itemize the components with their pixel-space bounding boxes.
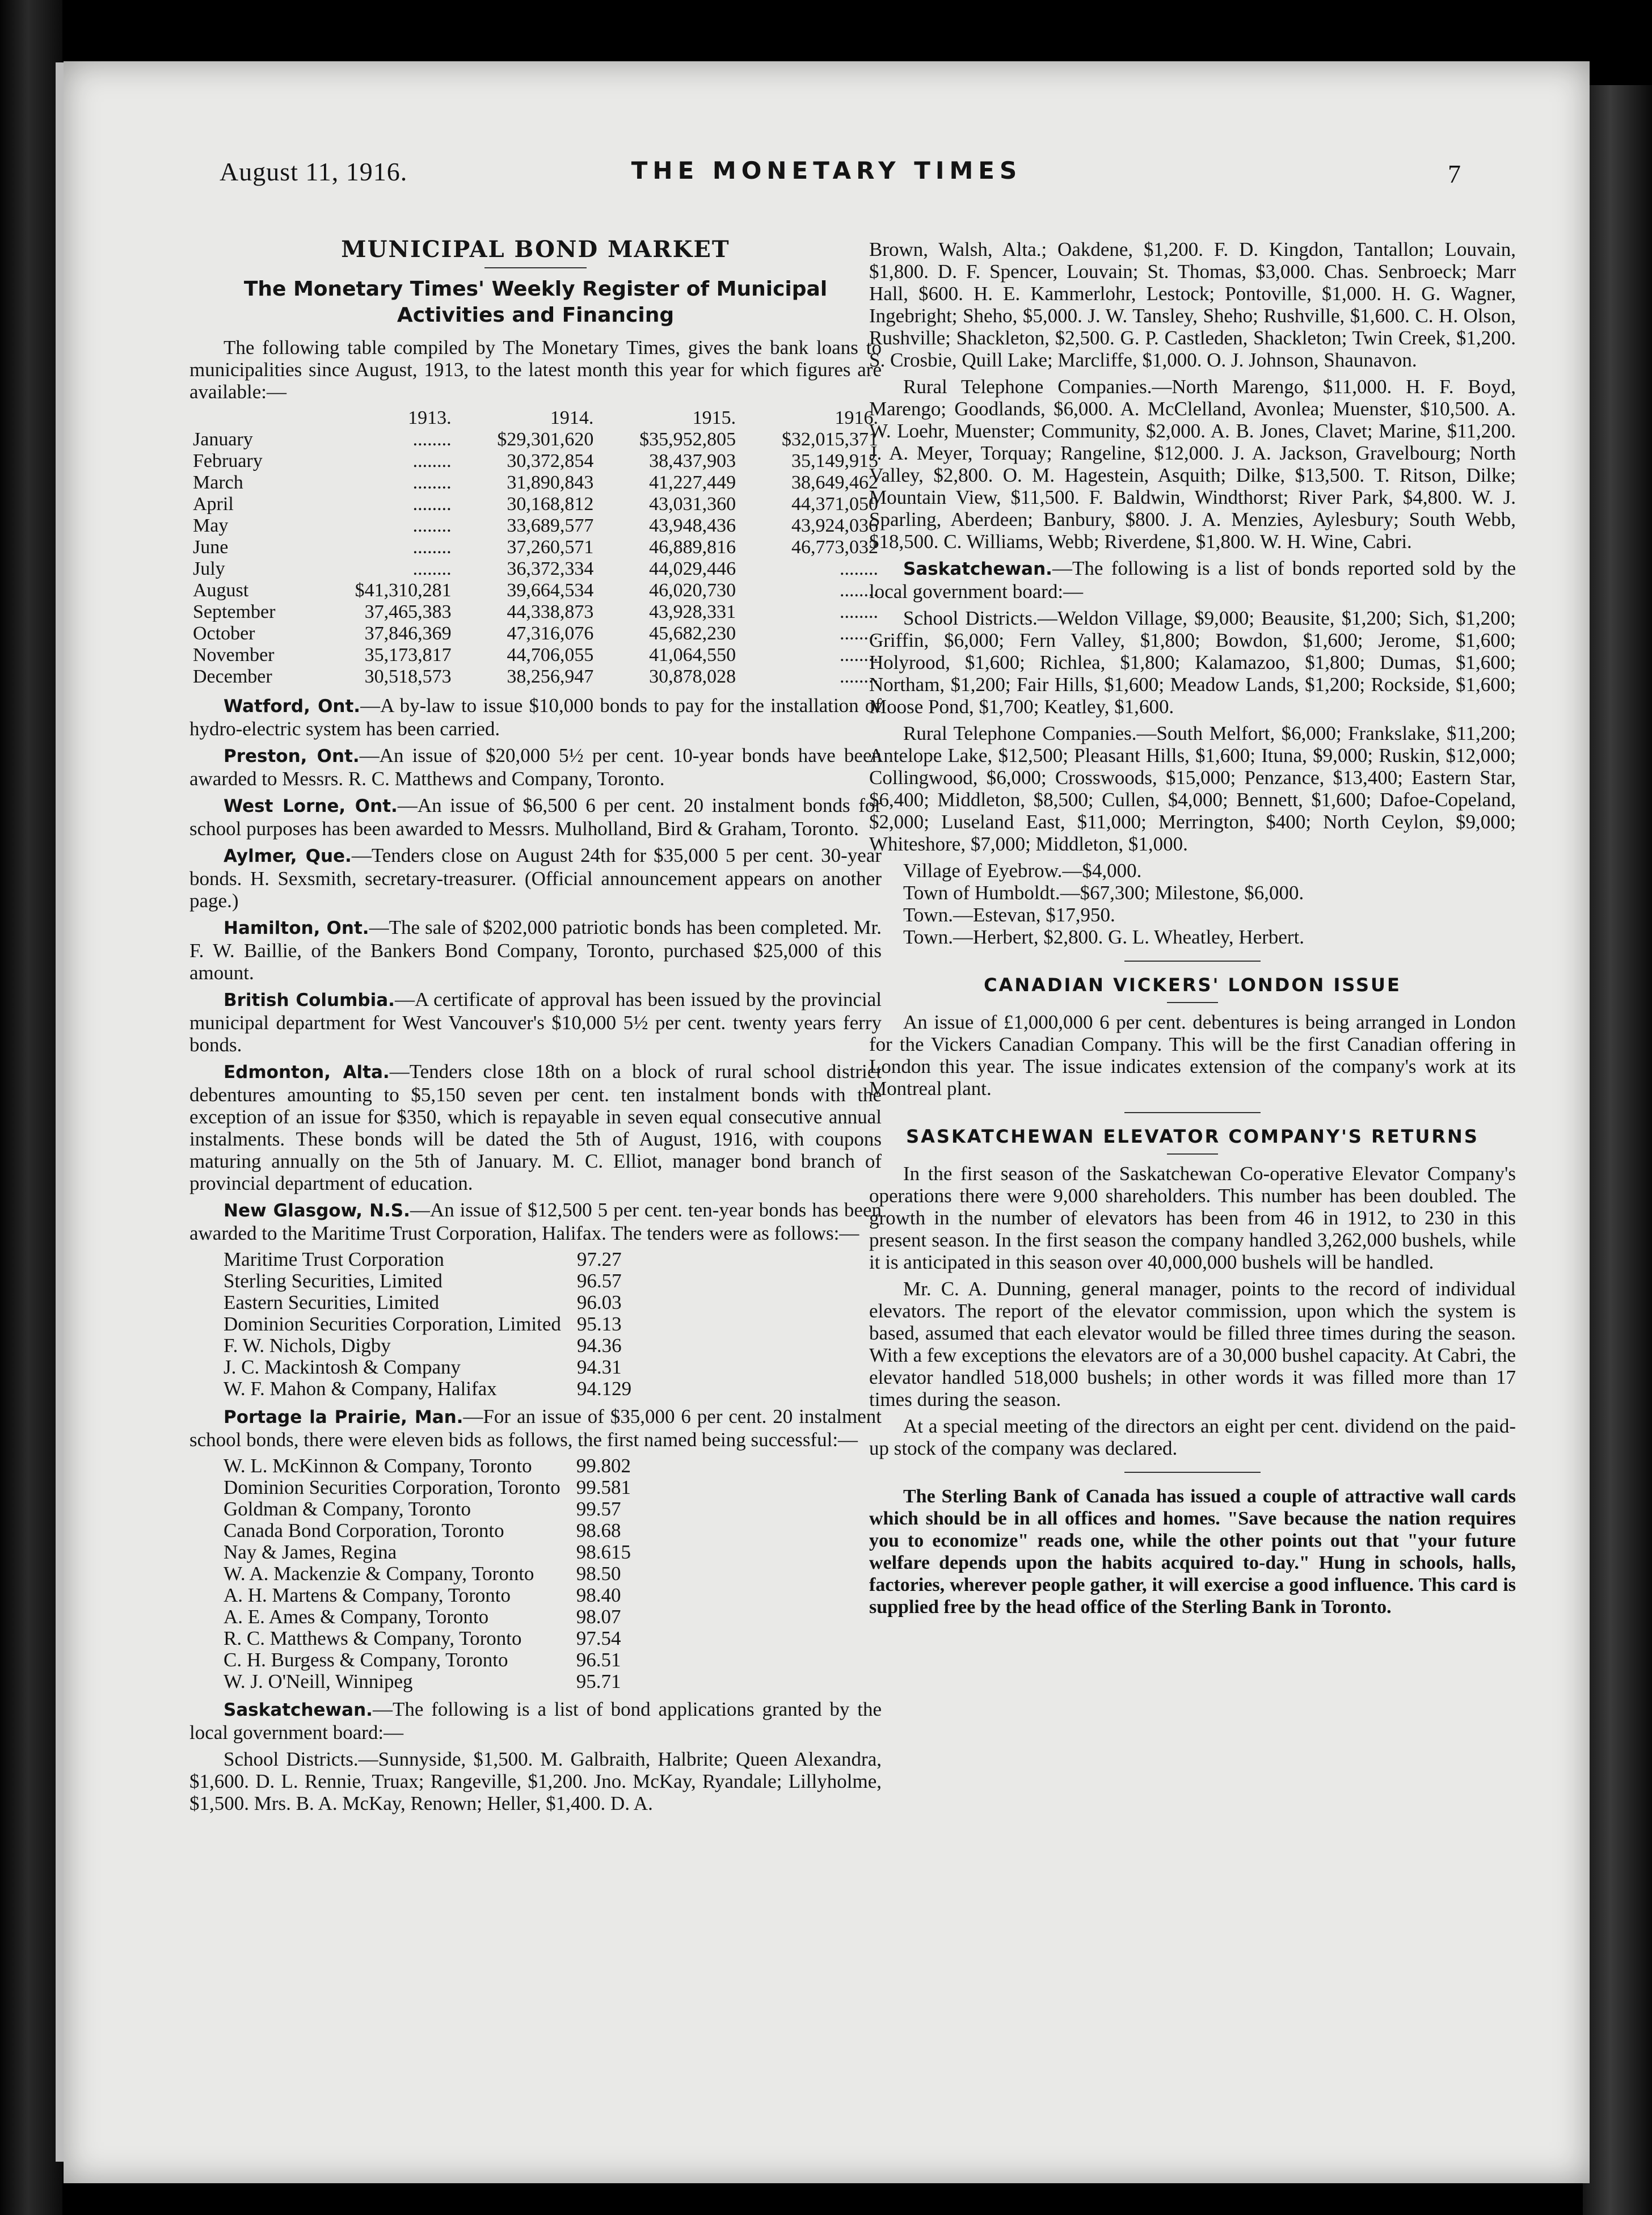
bid-value: 94.31	[576, 1356, 622, 1378]
place-name: Hamilton, Ont.	[224, 918, 369, 938]
right-column	[869, 238, 1516, 1623]
value-cell: $35,952,805	[639, 429, 736, 450]
bidder-name: F. W. Nichols, Digby	[224, 1334, 391, 1357]
value-cell: 37,846,369	[364, 623, 452, 644]
table-header-blank	[189, 407, 313, 429]
list-item	[224, 1542, 631, 1563]
vickers-paragraph: An issue of £1,000,000 6 per cent. debentures is being arranged in London for the Vickers Canadian Company. This will be the first Canadian offering in London this year. The issue indicates extension of the company's work at its Montreal plant.	[869, 1011, 1516, 1100]
page-header	[64, 157, 1590, 196]
town-line: Town.—Herbert, $2,800. G. L. Wheatley, Herbert.	[903, 926, 1305, 948]
table-row	[189, 515, 882, 537]
list-item	[224, 1249, 631, 1270]
value-cell: 41,064,550	[649, 645, 736, 666]
place-name: West Lorne, Ont.	[224, 796, 398, 816]
list-item	[224, 1477, 631, 1498]
value-cell: 46,889,816	[649, 537, 736, 558]
bidder-name: Maritime Trust Corporation	[224, 1248, 444, 1270]
value-cell: 30,372,854	[507, 450, 594, 471]
value-cell: $29,301,620	[497, 429, 594, 450]
value-cell: 30,878,028	[649, 666, 736, 687]
sterling-bank-paragraph: The Sterling Bank of Canada has issued a couple of attractive wall cards which should be in all offices and homes. "Save because the nation requires you to economize" reads one, while the other points out that "your future welfare depends upon the habits acquired to-day." Hung in schools, halls, factories, wherever people gather, it will exercise a good influence. This card is supplied free by the head office of the Sterling Bank in Toronto.	[869, 1486, 1516, 1618]
month-cell: August	[193, 580, 249, 601]
bidder-name: W. F. Mahon & Company, Halifax	[224, 1378, 497, 1400]
rural-telephone-paragraph: Rural Telephone Companies.—South Melfort, $6,000; Frankslake, $11,200; Antelope Lake, $12,500; Pleasant Hills, $1,600; Ituna, $9,000; Ruskin, $12,000; Collingwood, $6,000; Crosswoods, $15,000; Penzance, $13,400; Eastern Star, $6,400; Middleton, $8,500; Cullen, $4,000; Bennett, $1,600; Dafoe-Copeland, $2,000; Luseland East, $11,000; Merrington, $400; North Ceylon, $9,000; Whiteshore, $7,000; Middleton, $1,000.	[869, 722, 1516, 855]
item-text: —An issue of $20,000 5½ per cent. 10-year bonds have been awarded to Messrs. R. C. Matthews and Company, Toronto.	[189, 744, 882, 790]
item-text: —The sale of $202,000 patriotic bonds has been completed. Mr. F. W. Baillie, of the Bankers Bond Company, Toronto, purchased $25,000 of this amount.	[189, 916, 882, 984]
value-cell: $41,310,281	[355, 580, 452, 601]
item-text: —Tenders close 18th on a block of rural school district debentures amounting to $5,150 seven per cent. ten instalment bonds with the exception of an issue for $350, which is repayable in seven equal consecutive annual instalments. These bonds will be dated the 5th of August, 1916, with coupons maturing annually on the 5th of January. M. C. Elliot, manager bond branch of provincial department of education.	[189, 1060, 882, 1194]
value-cell: 41,227,449	[649, 472, 736, 493]
place-name: Edmonton, Alta.	[224, 1062, 390, 1083]
value-cell: ........	[840, 666, 878, 687]
value-cell: 38,649,462	[791, 472, 878, 493]
table-row	[189, 558, 882, 580]
page-edge	[56, 62, 64, 2162]
bid-value: 98.07	[576, 1606, 621, 1628]
value-cell: 47,316,076	[507, 623, 594, 644]
month-cell: November	[193, 645, 275, 666]
left-column	[189, 238, 882, 1819]
value-cell: 43,928,331	[649, 601, 736, 622]
news-item	[189, 1405, 882, 1451]
bid-value: 94.129	[576, 1378, 632, 1400]
value-cell: 44,371,050	[791, 494, 878, 515]
value-cell: 35,173,817	[364, 645, 452, 666]
value-cell: 38,256,947	[507, 666, 594, 687]
list-item	[224, 1563, 631, 1585]
list-item	[224, 1606, 631, 1628]
table-row	[189, 645, 882, 666]
list-item	[224, 1628, 631, 1649]
value-cell: 45,682,230	[649, 623, 736, 644]
bid-value: 96.03	[576, 1291, 622, 1313]
bidder-name: Dominion Securities Corporation, Limited	[224, 1313, 561, 1335]
value-cell: 43,924,036	[791, 515, 878, 536]
table-row	[189, 450, 882, 472]
month-cell: September	[193, 601, 276, 622]
header-title: THE MONETARY TIMES	[631, 157, 1022, 184]
bid-value: 94.36	[576, 1334, 622, 1357]
elevator-paragraph: Mr. C. A. Dunning, general manager, points to the record of individual elevators. The report of the elevator commission, upon which the system is based, assumed that each elevator would be filled three times during the season. With a few exceptions the elevators are of a 30,000 bushel capacity. At Cabri, the elevator handled 518,000 bushels; in other words it was filled more than 17 times during the season.	[869, 1278, 1516, 1410]
item-text: —A by-law to issue $10,000 bonds to pay for the installation of hydro-electric system has been carried.	[189, 694, 882, 740]
month-cell: May	[193, 515, 229, 536]
elevator-heading: SASKATCHEWAN ELEVATOR COMPANY'S RETURNS	[906, 1126, 1479, 1147]
table-header-cell: 1916.	[835, 407, 878, 428]
bid-value: 98.615	[576, 1541, 631, 1563]
list-item	[224, 1455, 631, 1477]
value-cell: ........	[840, 558, 878, 579]
bid-value: 95.71	[576, 1670, 621, 1692]
value-cell: ........	[412, 558, 452, 579]
bid-value: 95.13	[576, 1313, 622, 1335]
value-cell: 44,338,873	[507, 601, 594, 622]
value-cell: 30,518,573	[364, 666, 452, 687]
bidder-name: Nay & James, Regina	[224, 1541, 397, 1563]
news-item	[189, 744, 882, 790]
section-divider	[1124, 1472, 1261, 1473]
bidder-name: Goldman & Company, Toronto	[224, 1498, 471, 1520]
bidder-name: W. A. Mackenzie & Company, Toronto	[224, 1563, 534, 1585]
news-item	[189, 1698, 882, 1744]
intro-paragraph: The following table compiled by The Monetary Times, gives the bank loans to municipalities since August, 1913, to the latest month this year for which figures are available:—	[189, 336, 882, 403]
table-row	[189, 623, 882, 645]
value-cell: 36,372,334	[507, 558, 594, 579]
value-cell: 46,773,032	[791, 537, 878, 558]
table-row	[189, 601, 882, 623]
bid-list	[224, 1455, 631, 1692]
town-line: Village of Eyebrow.—$4,000.	[903, 860, 1142, 882]
list-item	[224, 1585, 631, 1606]
bidder-name: Canada Bond Corporation, Toronto	[224, 1519, 504, 1542]
place-name: British Columbia.	[224, 990, 395, 1010]
list-item	[224, 1649, 631, 1671]
value-cell: $32,015,371	[782, 429, 878, 450]
town-line: Town.—Estevan, $17,950.	[903, 904, 1115, 926]
place-name: Saskatchewan.	[224, 1700, 373, 1720]
bidder-name: W. J. O'Neill, Winnipeg	[224, 1670, 413, 1692]
news-item	[189, 916, 882, 984]
bid-value: 96.57	[576, 1270, 622, 1292]
item-text: —Tenders close on August 24th for $35,000 5 per cent. 30-year bonds. H. Sexsmith, secretary-treasurer. (Official announcement appears on another page.)	[189, 844, 882, 912]
place-name: Watford, Ont.	[224, 696, 361, 717]
divider	[1167, 1153, 1218, 1155]
bidder-name: Sterling Securities, Limited	[224, 1270, 442, 1292]
month-cell: January	[193, 429, 253, 450]
bid-value: 97.27	[576, 1248, 622, 1270]
school-districts-paragraph: School Districts.—Weldon Village, $9,000; Beausite, $1,200; Sich, $1,200; Griffin, $6,000; Fern Valley, $1,800; Bowdon, $1,600; Jerome, $1,600; Holyrood, $1,600; Richlea, $1,800; Kalamazoo, $1,800; Dumas, $1,600; Northam, $1,200; Fair Hills, $1,600; Meadow Lands, $1,200; Rockside, $1,600; Moose Pond, $1,700; Keatley, $1,600.	[869, 607, 1516, 718]
book-spine	[0, 0, 62, 2215]
newspaper-page	[64, 61, 1590, 2183]
list-item	[224, 1671, 631, 1692]
place-name: New Glasgow, N.S.	[224, 1201, 410, 1221]
list-item	[224, 1520, 631, 1542]
table-row	[189, 494, 882, 515]
bidder-name: A. E. Ames & Company, Toronto	[224, 1606, 489, 1628]
list-item	[224, 1335, 631, 1357]
value-cell: ........	[840, 623, 878, 644]
value-cell: 37,465,383	[364, 601, 452, 622]
list-item	[224, 1313, 631, 1335]
town-line: Town of Humboldt.—$67,300; Milestone, $6,000.	[903, 882, 1304, 904]
month-cell: February	[193, 450, 263, 471]
table-row	[189, 666, 882, 688]
continued-paragraph: Brown, Walsh, Alta.; Oakdene, $1,200. F. D. Kingdon, Tantallon; Louvain, $1,800. D. F. Spencer, Louvain; St. Thomas, $3,000. Chas. Senbroeck; Marr Hall, $600. H. E. Kammerlohr, Lestock; Pontoville, $1,000. H. G. Wagner, Ingebright; Sheho, $5,000. J. W. Tansley, Sheho; Rushville, $1,600. C. H. Olson, Rushville; Shackleton, $2,500. G. P. Castleden, Shackleton; Twin Creek, $1,200. S. Crosbie, Quill Lake; Marcliffe, $1,000. O. J. Johnson, Shaunavon.	[869, 238, 1516, 371]
tender-list	[224, 1249, 631, 1400]
value-cell: 30,168,812	[507, 494, 594, 515]
value-cell: 44,706,055	[507, 645, 594, 666]
list-item	[224, 1378, 631, 1400]
table-header-row	[189, 407, 882, 429]
value-cell: 44,029,446	[649, 558, 736, 579]
month-cell: March	[193, 472, 243, 493]
news-item	[189, 794, 882, 840]
bid-value: 98.68	[576, 1519, 621, 1542]
article-title: MUNICIPAL BOND MARKET	[341, 236, 730, 263]
item-text: —For an issue of $35,000 6 per cent. 20 instalment school bonds, there were eleven bids as follows, the first named being successful:—	[189, 1405, 882, 1451]
value-cell: ........	[412, 429, 452, 450]
value-cell: ........	[840, 601, 878, 622]
place-name: Saskatchewan.	[903, 559, 1052, 579]
value-cell: 43,031,360	[649, 494, 736, 515]
section-divider	[1124, 1112, 1261, 1113]
news-item	[189, 988, 882, 1056]
news-item	[189, 844, 882, 912]
bid-value: 96.51	[576, 1649, 621, 1671]
place-name: Preston, Ont.	[224, 746, 360, 767]
section-divider	[1124, 961, 1261, 962]
table-row	[189, 537, 882, 558]
item-text: —An issue of $12,500 5 per cent. ten-year bonds has been awarded to the Maritime Trust Corporation, Halifax. The tenders were as follows:—	[189, 1199, 882, 1244]
item-text: —A certificate of approval has been issued by the provincial municipal department for West Vancouver's $10,000 5½ per cent. twenty years ferry bonds.	[189, 988, 882, 1056]
value-cell: 43,948,436	[649, 515, 736, 536]
value-cell: 35,149,915	[791, 450, 878, 471]
right-page-edge	[1583, 85, 1652, 2215]
bid-value: 99.802	[576, 1455, 631, 1477]
bidder-name: C. H. Burgess & Company, Toronto	[224, 1649, 508, 1671]
month-cell: October	[193, 623, 255, 644]
item-text: —The following is a list of bonds reported sold by the local government board:—	[869, 557, 1516, 603]
divider	[484, 267, 587, 268]
bid-value: 99.57	[576, 1498, 621, 1520]
value-cell: 38,437,903	[649, 450, 736, 471]
month-cell: July	[193, 558, 225, 579]
value-cell: ........	[412, 515, 452, 536]
value-cell: 33,689,577	[507, 515, 594, 536]
list-item	[224, 1292, 631, 1313]
bidder-name: Dominion Securities Corporation, Toronto	[224, 1476, 560, 1498]
rural-telephone-paragraph: Rural Telephone Companies.—North Marengo, $11,000. H. F. Boyd, Marengo; Goodlands, $6,000. A. McClelland, Avonlea; Muenster, $10,500. A. W. Loehr, Muenster; Community, $2,000. A. B. Jones, Clavet; Marine, $11,200. J. A. Meyer, Torquay; Rangeline, $12,000. J. A. Jackson, Gravelbourg; North Valley, $2,800. O. M. Hagestein, Asquith; Dilke, $13,500. T. Ritson, Dilke; Mountain View, $11,500. F. Baldwin, Windthorst; River Park, $4,800. W. J. Sparling, Aberdeen; Banbury, $800. J. A. Menzies, Aylesbury; South Webb, $18,500. C. Williams, Webb; Riverdene, $1,800. W. H. Wine, Cabri.	[869, 376, 1516, 553]
news-item	[189, 1199, 882, 1244]
table-header-cell: 1914.	[550, 407, 594, 428]
value-cell: ........	[840, 580, 878, 601]
bidder-name: R. C. Matthews & Company, Toronto	[224, 1627, 522, 1649]
place-name: Aylmer, Que.	[224, 846, 352, 866]
table-row	[189, 429, 882, 450]
value-cell: 46,020,730	[649, 580, 736, 601]
bid-value: 98.50	[576, 1563, 621, 1585]
value-cell: 37,260,571	[507, 537, 594, 558]
vickers-heading: CANADIAN VICKERS' LONDON ISSUE	[984, 974, 1401, 996]
value-cell: 31,890,843	[507, 472, 594, 493]
elevator-paragraph: At a special meeting of the directors an eight per cent. dividend on the paid-up stock of the company was declared.	[869, 1415, 1516, 1459]
table-header-cell: 1915.	[692, 407, 736, 428]
value-cell: 39,664,534	[507, 580, 594, 601]
value-cell: ........	[412, 450, 452, 471]
news-item	[869, 557, 1516, 603]
value-cell: ........	[840, 645, 878, 666]
value-cell: ........	[412, 494, 452, 515]
table-row	[189, 472, 882, 494]
school-districts-paragraph: School Districts.—Sunnyside, $1,500. M. Galbraith, Halbrite; Queen Alexandra, $1,600. D. L. Rennie, Truax; Rangeville, $1,200. Jno. McKay, Ryandale; Lillyholme, $1,500. Mrs. B. A. McKay, Renown; Heller, $1,400. D. A.	[189, 1748, 882, 1814]
bidder-name: W. L. McKinnon & Company, Toronto	[224, 1455, 532, 1477]
bidder-name: J. C. Mackintosh & Company	[224, 1356, 461, 1378]
bid-value: 99.581	[576, 1476, 631, 1498]
month-cell: April	[193, 494, 234, 515]
news-item	[189, 694, 882, 740]
month-cell: December	[193, 666, 272, 687]
page-number: 7	[1448, 159, 1461, 188]
month-cell: June	[193, 537, 229, 558]
bidder-name: A. H. Martens & Company, Toronto	[224, 1584, 511, 1606]
bidder-name: Eastern Securities, Limited	[224, 1291, 440, 1313]
elevator-paragraph: In the first season of the Saskatchewan Co-operative Elevator Company's operations there were 9,000 shareholders. This number has been doubled. The growth in the number of elevators has been from 46 in 1912, to 230 in this present season. In the first season the company handled 3,262,000 bushels, while it is anticipated in this season over 40,000,000 bushels will be handled.	[869, 1163, 1516, 1273]
bank-loans-table	[189, 407, 882, 688]
item-text: —An issue of $6,500 6 per cent. 20 instalment bonds for school purposes has been awarded to Messrs. Mulholland, Bird & Graham, Toronto.	[189, 794, 882, 840]
divider	[1167, 1002, 1218, 1003]
header-date: August 11, 1916.	[220, 157, 408, 186]
list-item	[224, 1270, 631, 1292]
place-name: Portage la Prairie, Man.	[224, 1407, 463, 1427]
value-cell: ........	[412, 472, 452, 493]
list-item	[224, 1498, 631, 1520]
table-row	[189, 580, 882, 601]
value-cell: ........	[412, 537, 452, 558]
list-item	[224, 1357, 631, 1378]
item-text: —The following is a list of bond applications granted by the local government board:—	[189, 1698, 882, 1744]
bid-value: 97.54	[576, 1627, 621, 1649]
bid-value: 98.40	[576, 1584, 621, 1606]
news-item	[189, 1060, 882, 1194]
table-header-cell: 1913.	[408, 407, 452, 428]
article-subtitle: The Monetary Times' Weekly Register of Municipal Activities and Financing	[243, 277, 828, 327]
